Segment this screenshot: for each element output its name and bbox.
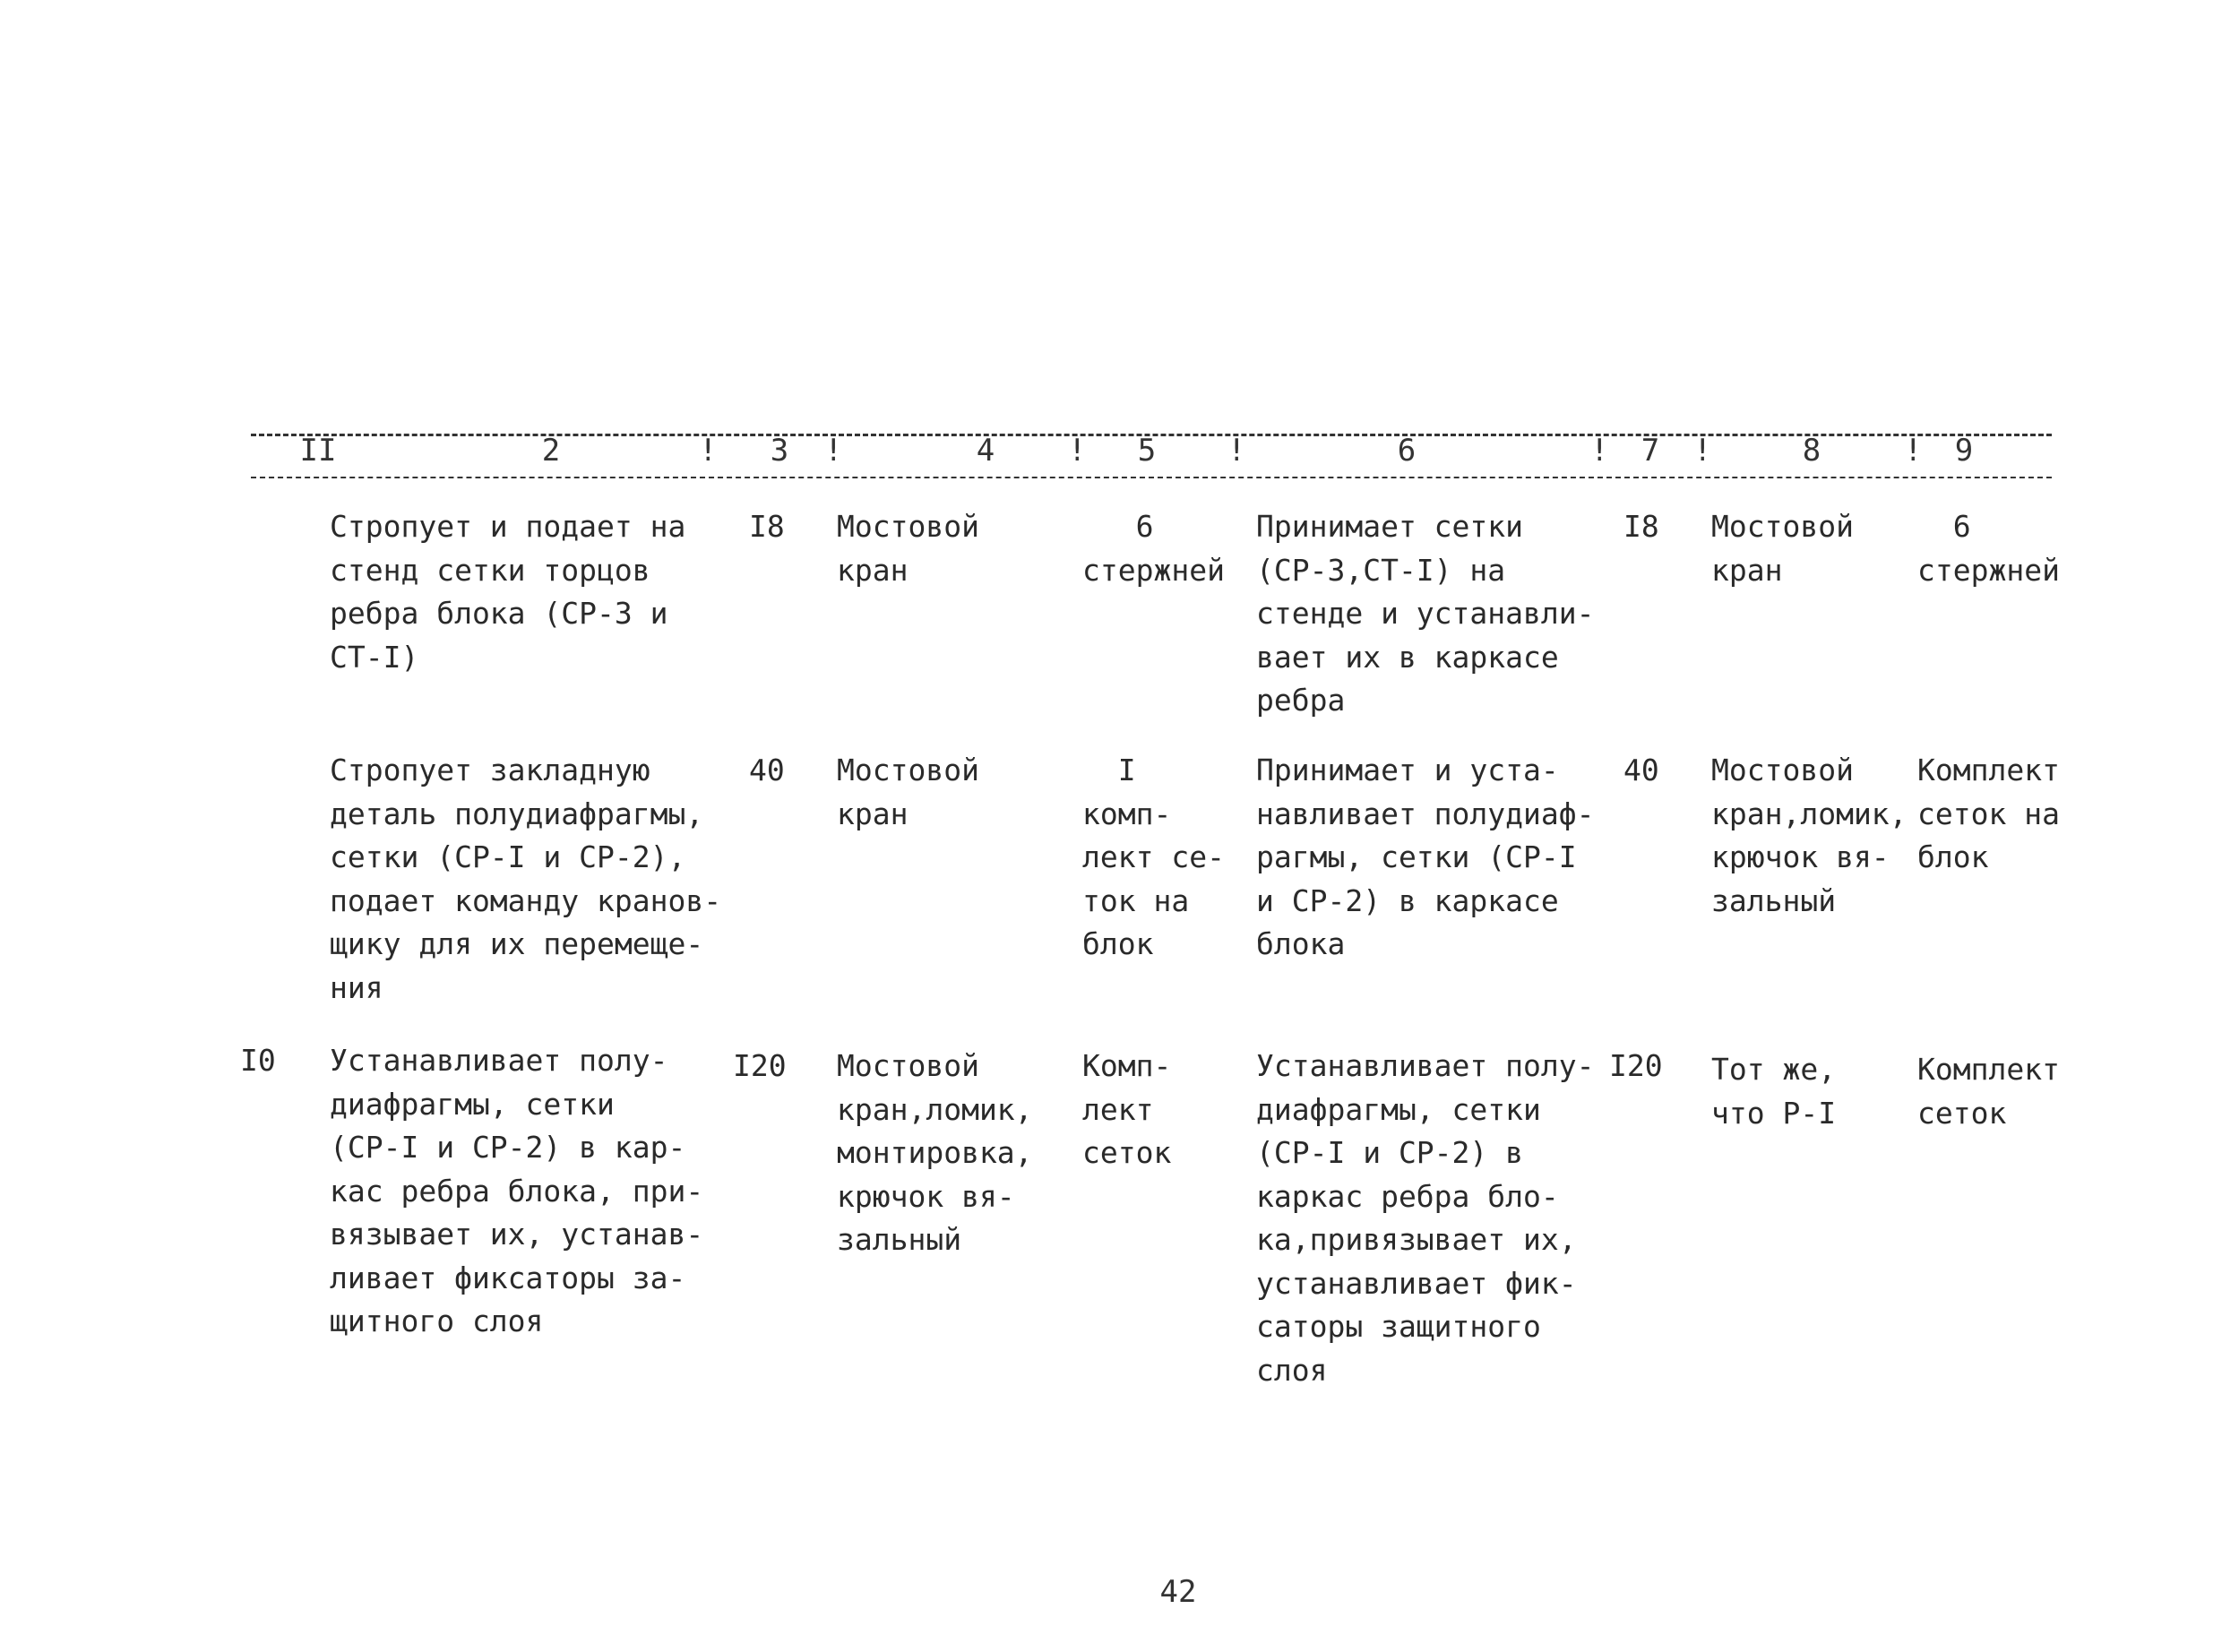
row-unit-text-2: 6 стержней	[1917, 509, 2060, 588]
row-equipment-text-2: Мостовой кран	[1711, 509, 1854, 588]
row-operation-text: Устанавливает полу- диафрагмы, сетки (СР-I и СР-2) в кар- кас ребра блока, при- вязывает их, устанав- ливает фиксаторы за- щитного слоя	[330, 1043, 704, 1338]
header-separator: !	[1068, 433, 1087, 469]
header-col-8: 8	[1802, 433, 1821, 469]
row-operation-text: Стропует закладную деталь полудиафрагмы, сетки (СР-I и СР-2), подает команду кранов- щику для их перемеще- ния	[330, 753, 722, 1005]
header-separator: !	[1590, 433, 1609, 469]
row-operation-text: Стропует и подает на стенд сетки торцов ребра блока (СР-3 и СТ-I)	[330, 509, 686, 675]
row-operation-text-2: Принимает сетки (СР-3,СТ-I) на стенде и устанавли- вает их в каркасе ребра	[1256, 509, 1595, 718]
row-time-value-2: I20	[1609, 1048, 1663, 1083]
row-equipment-text-2: Мостовой кран,ломик, крючок вя- зальный	[1711, 753, 1907, 918]
header-col-5: 5	[1137, 433, 1157, 469]
header-col-2: 2	[541, 433, 561, 469]
header-col-9: 9	[1954, 433, 1974, 469]
header-separator: !	[1693, 433, 1712, 469]
row-unit-text: Комп- лект сеток	[1082, 1048, 1172, 1170]
header-col-1: II	[299, 433, 337, 469]
header-col-4: 4	[976, 433, 995, 469]
header-separator: !	[699, 433, 718, 469]
row-unit-text: I комп- лект се- ток на блок	[1082, 753, 1225, 961]
header-col-6: 6	[1397, 433, 1417, 469]
header-col-7: 7	[1640, 433, 1660, 469]
header-separator: !	[1227, 433, 1246, 469]
row-equipment-text: Мостовой кран,ломик, монтировка, крючок вя- зальный	[837, 1048, 1033, 1257]
row-unit-text-2: Комплект сеток на блок	[1917, 753, 2060, 874]
row-operation-text-2: Принимает и уста- навливает полудиаф- рагмы, сетки (СР-I и СР-2) в каркасе блока	[1256, 753, 1595, 961]
row-time-value-2: 40	[1623, 753, 1659, 787]
row-unit-text-2: Комплект сеток	[1917, 1052, 2060, 1131]
row-time-value: 40	[749, 753, 785, 787]
row-unit-text: 6 стержней	[1082, 509, 1225, 588]
page-number: 42	[1159, 1574, 1197, 1610]
row-operation-text-2: Устанавливает полу- диафрагмы, сетки (СР-I и СР-2) в каркас ребра бло- ка,привязывает их, устанавливает фик- саторы защитного слоя	[1256, 1048, 1595, 1388]
header-separator: !	[824, 433, 843, 469]
header-separator: !	[1904, 433, 1923, 469]
row-time-value: I8	[749, 509, 785, 544]
row-time-value: I20	[733, 1048, 787, 1083]
row-time-value-2: I8	[1623, 509, 1659, 544]
row-equipment-text: Мостовой кран	[837, 509, 979, 588]
row-equipment-text-2: Тот же, что Р-I	[1711, 1052, 1837, 1131]
row-equipment-text: Мостовой кран	[837, 753, 979, 831]
header-bottom-rule	[251, 477, 2052, 478]
row-number: I0	[240, 1043, 276, 1078]
header-col-3: 3	[770, 433, 789, 469]
